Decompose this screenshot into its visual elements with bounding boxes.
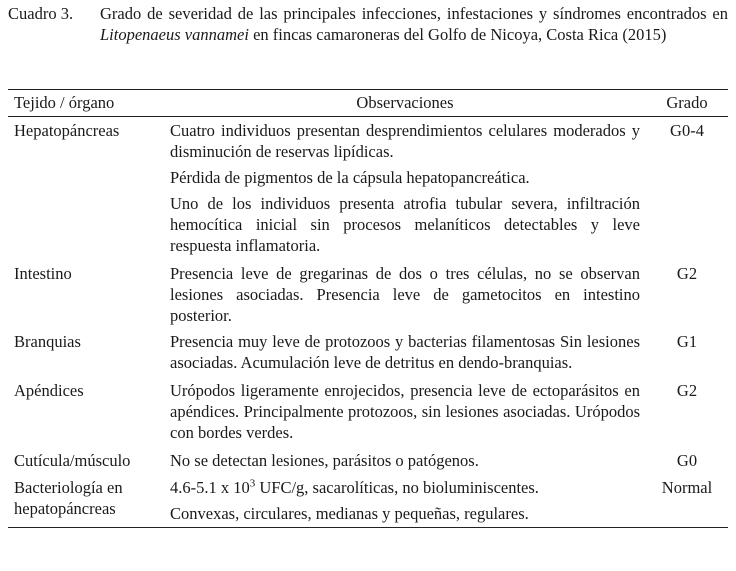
grade-cell: G2 [676, 264, 698, 283]
grade-cell: G1 [676, 332, 698, 351]
caption-text [100, 3, 728, 45]
header-grade: Grado [666, 93, 708, 112]
observation-text: Presencia leve de gregarinas de dos o tres células, no se observan lesiones asociadas. Presencia leve de gametocitos en intestino posterior. [170, 264, 640, 325]
grade-cell: Normal [661, 478, 713, 497]
observations-cell [170, 263, 640, 326]
caption-label: Cuadro 3. [8, 4, 74, 23]
grade-cell: G2 [676, 381, 698, 400]
observation-text: Uno de los individuos presenta atrofia tubular severa, infiltración hemocítica inicial sin procesos melaníticos detectables y leve respuesta inflamatoria. [170, 194, 640, 255]
header-tissue: Tejido / órgano [14, 93, 115, 112]
table-header-row [8, 90, 728, 117]
observations-cell [170, 120, 640, 256]
tissue-line: hepatopáncreas [14, 499, 116, 518]
table-row [8, 117, 728, 256]
observations-cell [170, 380, 640, 443]
observation-text [170, 477, 640, 498]
table-row [8, 443, 728, 471]
observation-text: Pérdida de pigmentos de la cápsula hepatopancreática. [170, 168, 530, 187]
bacteria-count-rest: UFC/g, sacarolíticas, no bioluminiscentes. [255, 478, 539, 497]
table-row [8, 326, 728, 373]
tissue-cell: Hepatopáncreas [14, 121, 120, 140]
table-row [8, 256, 728, 326]
tissue-cell: Cutícula/músculo [14, 451, 131, 470]
grade-cell: G0 [676, 451, 698, 470]
caption-text-before: Grado de severidad de las principales infecciones, infestaciones y síndromes encontrados en [100, 4, 728, 23]
tissue-cell [8, 477, 170, 524]
observations-cell [170, 450, 640, 471]
observation-text: Convexas, circulares, medianas y pequeñas, regulares. [170, 504, 529, 523]
observations-cell [170, 477, 640, 524]
severity-table [8, 89, 728, 528]
caption-text-after: en fincas camaroneras del Golfo de Nicoya, Costa Rica (2015) [248, 25, 667, 44]
observation-text: Cuatro individuos presentan desprendimientos celulares moderados y disminución de reservas lipídicas. [170, 121, 640, 161]
tissue-cell: Intestino [14, 264, 72, 283]
tissue-cell: Apéndices [14, 381, 84, 400]
observations-cell [170, 331, 640, 373]
bacteria-count-base: 4.6-5.1 x 10 [170, 478, 250, 497]
observation-text: No se detectan lesiones, parásitos o patógenos. [170, 451, 479, 470]
grade-cell: G0-4 [670, 121, 704, 140]
table-row [8, 471, 728, 527]
observation-text: Presencia muy leve de protozoos y bacterias filamentosas Sin lesiones asociadas. Acumulación leve de detritus en dendo-branquias. [170, 332, 640, 372]
caption-species: Litopenaeus vannamei [100, 25, 249, 44]
table-caption [8, 3, 728, 45]
observation-text: Urópodos ligeramente enrojecidos, presencia leve de ectoparásitos en apéndices. Principalmente protozoos, sin lesiones asociadas. Urópodos con bordes verdes. [170, 381, 640, 442]
header-observations: Observaciones [356, 93, 454, 112]
table-row [8, 373, 728, 443]
bacteria-count-exponent: 3 [249, 477, 256, 490]
tissue-cell: Branquias [14, 332, 81, 351]
tissue-line: Bacteriología en [14, 478, 123, 497]
